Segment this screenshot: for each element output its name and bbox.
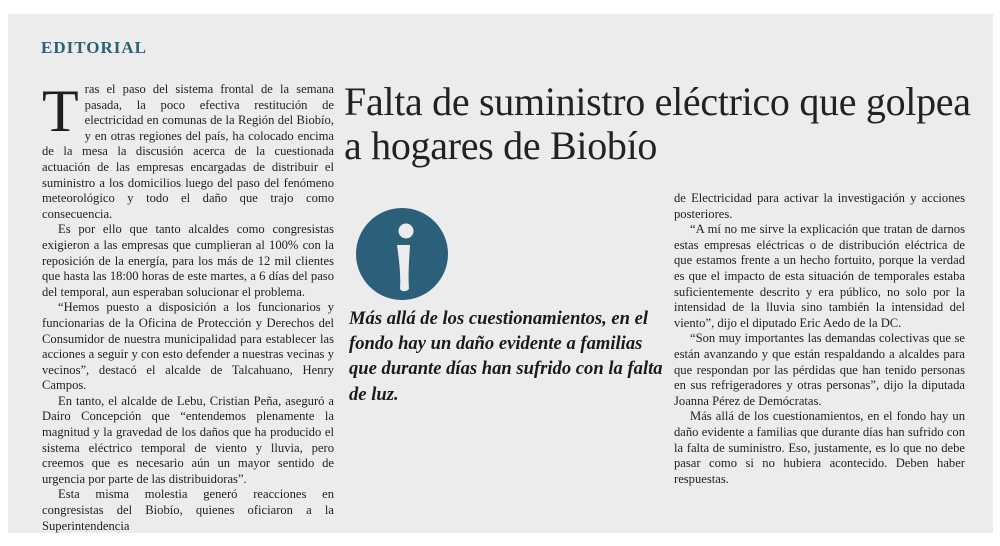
editorial-page xyxy=(8,14,993,533)
column-right xyxy=(674,191,965,487)
column-left-paragraph-4: En tanto, el alcalde de Lebu, Cristian Peña, aseguró a Dairo Concepción que “entendemos plenamente la magnitud y la gravedad de los daños que ha producido el sistema eléctrico temporal de viento y lluvia, pero creemos que es necesario aún un mayor sentido de urgencia por parte de las distribuidoras”. xyxy=(42,393,334,486)
pull-quote: Más allá de los cuestionamientos, en el fondo hay un daño evidente a familias que durante días han sufrido con la falta de luz. xyxy=(349,308,663,405)
column-right-paragraph-2: “A mí no me sirve la explicación que tratan de darnos estas empresas eléctricas o de distribución eléctrica de que estamos frente a un hecho fortuito, porque la verdad es que el impacto de esta situación de temporales estaba suficientemente descrito y era público, no solo por la intensidad de la lluvia sino también la intensidad del viento”, dijo el diputado Eric Aedo de la DC. xyxy=(674,222,965,330)
column-left-paragraph-5: Esta misma molestia generó reacciones en congresistas del Biobío, quienes oficiaron a la Superintendencia xyxy=(42,487,334,533)
column-right-paragraph-1: de Electricidad para activar la investigación y acciones posteriores. xyxy=(674,191,965,221)
column-right-paragraph-4: Más allá de los cuestionamientos, en el fondo hay un daño evidente a familias que durante días han sufrido con la falta de suministro. Eso, justamente, es lo que no debe pasar como si no hubiera acontecido. Deben haber respuestas. xyxy=(674,409,965,486)
info-icon xyxy=(352,204,452,304)
column-left-paragraph-1 xyxy=(42,78,334,222)
section-label: EDITORIAL xyxy=(41,38,147,57)
column-left xyxy=(42,78,334,534)
headline: Falta de suministro eléctrico que golpea a hogares de Biobío xyxy=(344,79,971,168)
column-right-paragraph-3: “Son muy importantes las demandas colectivas que se están avanzando y que están respaldando a alcaldes para que respondan por las pérdidas que han tenido personas en sus refrigeradores y otras personas”, dijo la diputada Joanna Pérez de Demócratas. xyxy=(674,331,965,408)
paragraph-text: ras el paso del sistema frontal de la semana pasada, la poco efectiva restitución de electricidad en comunas de la Región del Biobío, y en otras regiones del país, ha colocado encima de la mesa la discusión acerca de la cuestionada actuación de las empresas encargadas de distribuir el suministro a los domicilios luego del paso del fenómeno meteorológico y todo el daño que trajo como consecuencia. xyxy=(42,82,334,221)
drop-cap: T xyxy=(42,78,79,144)
column-left-paragraph-3: “Hemos puesto a disposición a los funcionarios y funcionarias de la Oficina de Protección y Derechos del Consumidor de nuestra municipalidad para establecer las acciones a seguir y con esto defender a nuestras vecinas y vecinos”, destacó el alcalde de Talcahuano, Henry Campos. xyxy=(42,300,334,393)
info-icon-dot xyxy=(399,224,414,239)
column-left-paragraph-2: Es por ello que tanto alcaldes como congresistas exigieron a las empresas que cumplieran al 100% con la reposición de la energía, para los más de 12 mil clientes que hasta las 18:00 horas de este martes, a 6 días del paso del temporal, aun esperaban solucionar el problema. xyxy=(42,222,334,299)
